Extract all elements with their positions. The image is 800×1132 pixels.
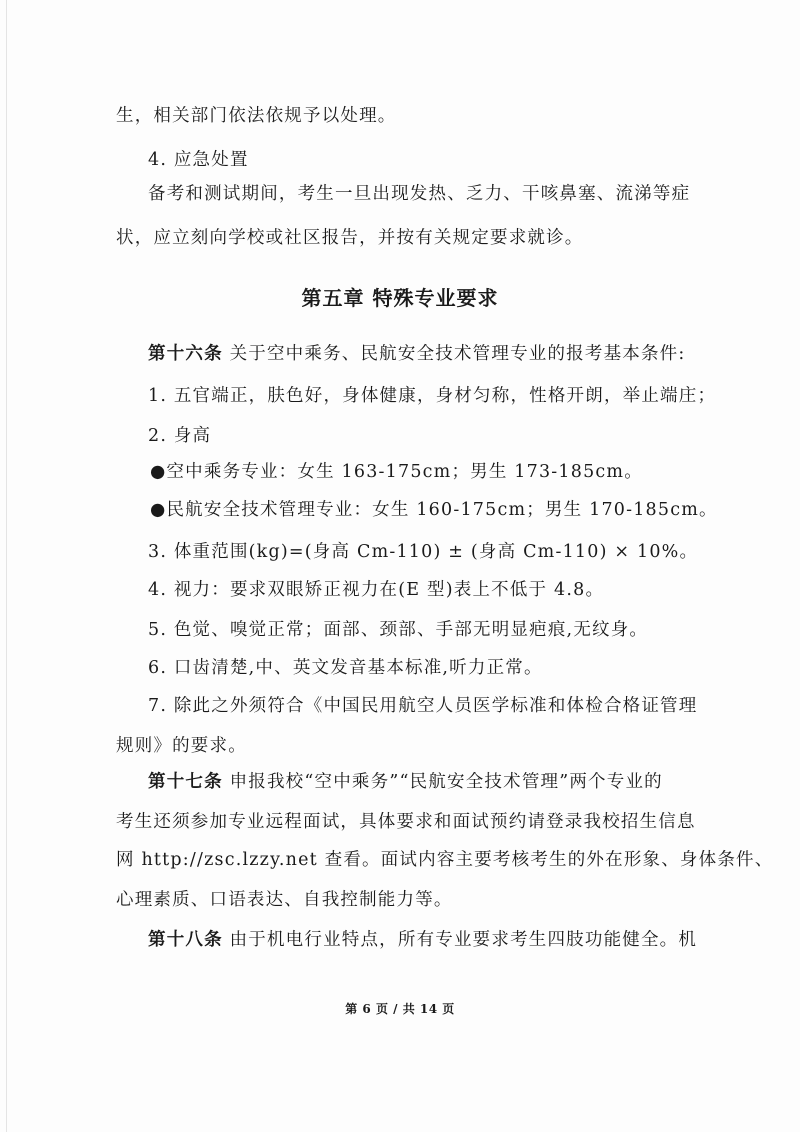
article-lead: 第十七条 [148, 772, 223, 792]
text-line: 心理素质、口语表达、自我控制能力等。 [116, 890, 453, 910]
text-line: 备考和测试期间，考生一旦出现发热、乏力、干咳鼻塞、流涕等症 [148, 184, 691, 204]
list-item: 6. 口齿清楚,中、英文发音基本标准,听力正常。 [148, 658, 543, 678]
list-item: 2. 身高 [148, 426, 212, 446]
article-17-heading [148, 770, 708, 794]
text-line: 考生还须参加专业远程面试，具体要求和面试预约请登录我校招生信息 [116, 812, 696, 832]
list-item: 4. 视力：要求双眼矫正视力在(E 型)表上不低于 4.8。 [148, 580, 605, 600]
list-item: ●空中乘务专业：女生 163-175cm；男生 173-185cm。 [150, 462, 643, 482]
article-16-heading [148, 342, 708, 366]
text-line: 状，应立刻向学校或社区报告，并按有关规定要求就诊。 [116, 228, 584, 248]
article-lead: 第十六条 [148, 344, 223, 364]
text-line: 4. 应急处置 [148, 150, 249, 170]
scan-edge [6, 0, 7, 1132]
list-item: 5. 色觉、嗅觉正常；面部、颈部、手部无明显疤痕,无纹身。 [148, 620, 649, 640]
text-line: 生，相关部门依法依规予以处理。 [116, 106, 397, 126]
list-item: 7. 除此之外须符合《中国民用航空人员医学标准和体检合格证管理 [148, 696, 698, 716]
list-item: ●民航安全技术管理专业：女生 160-175cm；男生 170-185cm。 [150, 500, 718, 520]
article-lead: 第十八条 [148, 930, 223, 950]
text-line: 规则》的要求。 [116, 736, 247, 756]
chapter-title: 第五章 特殊专业要求 [301, 286, 499, 310]
article-text: 由于机电行业特点，所有专业要求考生四肢功能健全。机 [222, 930, 698, 950]
text-line: 网 http://zsc.lzzy.net 查看。面试内容主要考核考生的外在形象、身体条件、 [116, 850, 774, 870]
list-item: 3. 体重范围(kg)=(身高 Cm-110) ± (身高 Cm-110) × 10%。 [148, 542, 699, 562]
article-text: 关于空中乘务、民航安全技术管理专业的报考基本条件: [222, 344, 686, 364]
article-text: 申报我校“空中乘务”“民航安全技术管理”两个专业的 [222, 772, 663, 792]
page-number: 第 6 页 / 共 14 页 [345, 1002, 455, 1016]
list-item: 1. 五官端正，肤色好，身体健康，身材匀称，性格开朗，举止端庄； [148, 386, 717, 406]
article-18-heading [148, 928, 708, 952]
